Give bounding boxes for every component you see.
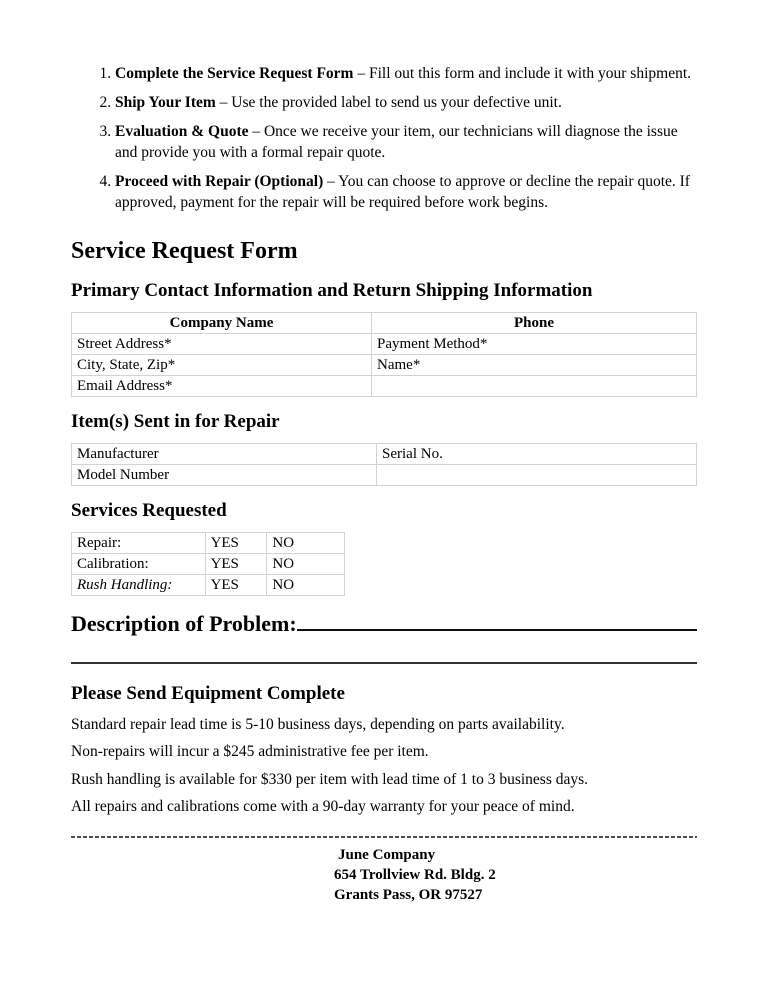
field-model-number: Model Number [72,464,377,485]
items-section-heading: Item(s) Sent in for Repair [71,411,280,433]
items-table [71,443,697,486]
instruction-item-2-lead: Ship Your Item [115,94,216,112]
contact-table [71,312,697,397]
service-rush-yes-option: YES [205,574,267,595]
instruction-item-4-lead: Proceed with Repair (Optional) [115,173,324,191]
instruction-item-3-lead: Evaluation & Quote [115,123,249,141]
note-admin-fee: Non-repairs will incur a $245 administrative fee per item. [71,743,429,761]
items-table-row-1 [72,443,697,464]
footer-address-block [334,848,697,903]
field-city-state-zip: City, State, Zip* [72,355,372,376]
instruction-item-1-lead: Complete the Service Request Form [115,65,354,82]
notes-section [71,682,697,818]
instruction-item-1-text: – Fill out this form and include it with your shipment. [353,65,692,82]
dashed-divider [71,836,697,838]
service-label-rush-handling: Rush Handling: [72,574,206,595]
notes-section-heading: Please Send Equipment Complete [71,683,345,705]
services-table [71,532,345,596]
instruction-item-4 [115,171,697,213]
service-repair-no-option: NO [267,532,345,553]
contact-table-header-row [72,313,697,334]
footer-company-name: June Company [338,846,436,863]
footer-address-street: 654 Trollview Rd. Bldg. 2 [334,866,496,883]
service-calibration-no-option: NO [267,553,345,574]
services-row-repair [72,532,345,553]
description-write-line [71,662,697,664]
note-rush-handling: Rush handling is available for $330 per item with lead time of 1 to 3 business days. [71,770,589,788]
field-street-address: Street Address* [72,334,372,355]
contact-header-phone: Phone [372,313,697,334]
contact-table-row-3 [72,376,697,397]
field-serial-no: Serial No. [377,443,697,464]
description-blank-line [297,629,697,631]
services-row-rush-handling [72,574,345,595]
instructions-list [71,63,697,213]
field-email-address: Email Address* [72,376,372,397]
service-repair-yes-option: YES [205,532,267,553]
contact-header-company-name: Company Name [72,313,372,334]
contact-table-row-1 [72,334,697,355]
items-table-row-2 [72,464,697,485]
field-empty-cell [377,464,697,485]
instruction-item-4-text: – You can choose to approve or decline the repair quote. If approved, payment for the repair will be required before work begins. [115,173,690,212]
instruction-item-3 [115,121,697,163]
service-label-calibration: Calibration: [72,553,206,574]
footer-address-city: Grants Pass, OR 97527 [334,886,483,903]
page-title: Service Request Form [71,238,298,265]
note-warranty: All repairs and calibrations come with a 90-day warranty for your peace of mind. [71,798,575,816]
field-name: Name* [372,355,697,376]
field-payment-method: Payment Method* [372,334,697,355]
services-section-heading: Services Requested [71,499,227,521]
field-manufacturer: Manufacturer [72,443,377,464]
contact-section-heading: Primary Contact Information and Return Shipping Information [71,280,593,302]
instruction-item-2-text: – Use the provided label to send us your defective unit. [215,94,562,112]
note-lead-time: Standard repair lead time is 5-10 business days, depending on parts availability. [71,715,565,733]
service-rush-no-option: NO [267,574,345,595]
instruction-item-2 [115,92,697,113]
contact-table-row-2 [72,355,697,376]
field-empty-cell [372,376,697,397]
service-calibration-yes-option: YES [205,553,267,574]
services-row-calibration [72,553,345,574]
description-heading: Description of Problem: [71,610,297,636]
description-heading-row [71,610,697,639]
instruction-item-3-text: – Once we receive your item, our technicians will diagnose the issue and provide you with a formal repair quote. [115,123,678,162]
service-label-repair: Repair: [72,532,206,553]
instruction-item-1 [115,63,697,84]
